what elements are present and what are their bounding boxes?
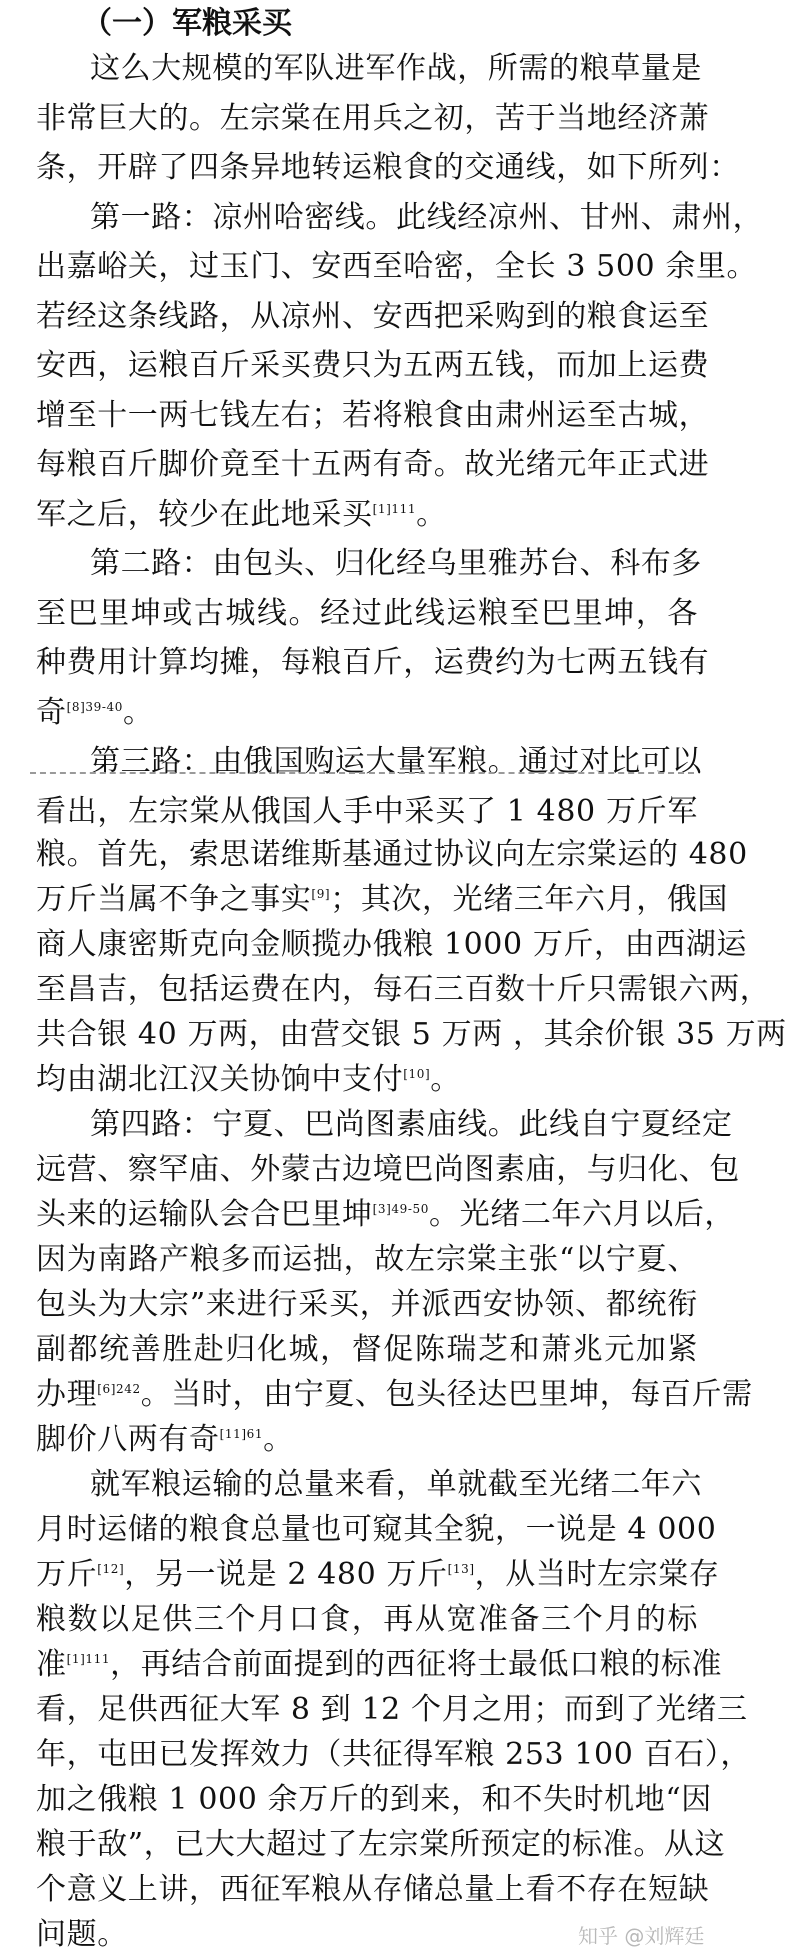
text-line [36, 1775, 712, 1825]
text-line [36, 1730, 751, 1780]
text-line [36, 1685, 748, 1735]
citation-ref: [6]242 [97, 1382, 141, 1396]
text-line [36, 1235, 698, 1285]
text-line [90, 1460, 702, 1510]
line-text: 粮。首先，索思诺维斯基通过协议向左宗棠运的 480 [36, 837, 748, 872]
line-text: 看，足供西征大军 8 到 12 个月之用；而到了光绪三 [36, 1692, 748, 1727]
text-line [36, 1415, 698, 1465]
line-text-cont: 。当时，由宁夏、包头径达巴里坤，每百斤需 [140, 1377, 753, 1412]
line-text: 军之后，较少在此地采买 [36, 496, 373, 532]
citation-ref: [1]111 [66, 1652, 111, 1666]
line-text-cont: ，从当时左宗棠存 [474, 1557, 720, 1592]
line-text: 均由湖北江汉关协饷中支付 [36, 1062, 404, 1097]
line-text: 个意义上讲，西征军粮从存储总量上看不存在短缺 [36, 1872, 710, 1907]
line-text: 准 [36, 1647, 67, 1682]
line-text: 至巴里坤或古城线。经过此线运粮至巴里坤，各 [36, 595, 698, 631]
line-text: 这么大规模的军队进军作战，所需的粮草量是 [90, 51, 702, 86]
line-text: 至昌吉，包括运费在内，每石三百数十斤只需银六两， [36, 972, 771, 1007]
line-text: 月时运储的粮食总量也可窥其全貌，一说是 4 000 [36, 1512, 717, 1547]
citation-ref: [10] [403, 1067, 431, 1081]
text-line [36, 292, 710, 342]
text-line [36, 589, 698, 639]
text-line [36, 1280, 698, 1330]
line-text: 第二路：由包头、归化经乌里雅苏台、科布多 [90, 546, 702, 581]
citation-ref: [11]61 [219, 1427, 264, 1441]
text-line [36, 440, 710, 490]
line-text: 包头为大宗”来进行采买，并派西安协领、都统衔 [36, 1287, 698, 1322]
line-text: 脚价八两有奇 [36, 1422, 220, 1457]
line-text: 因为南路产粮多而运拙，故左宗棠主张“以宁夏、 [36, 1242, 698, 1277]
zhihu-watermark: 知乎 @刘辉廷 [578, 1924, 705, 1948]
text-line [90, 737, 702, 787]
text-line [36, 688, 698, 738]
line-text: 共合银 40 万两，由营交银 5 万两 ，其余价银 35 万两 [36, 1017, 787, 1052]
text-line [36, 1325, 698, 1375]
line-text: 加之俄粮 1 000 余万斤的到来，和不失时机地“因 [36, 1782, 712, 1817]
text-line [36, 920, 748, 970]
line-text: 粮于敌”，已大大超过了左宗棠所预定的标准。从这 [36, 1827, 726, 1862]
citation-ref: [3]49-50 [372, 1202, 430, 1216]
text-line [36, 830, 748, 880]
text-line [36, 1370, 753, 1420]
text-line [90, 44, 702, 94]
text-line [90, 1100, 733, 1150]
text-line [36, 1145, 740, 1195]
text-line [90, 193, 764, 243]
line-text: 就军粮运输的总量来看，单就截至光绪二年六 [90, 1467, 702, 1502]
citation-ref: [8]39-40 [66, 699, 124, 714]
line-text: 头来的运输队会合巴里坤 [36, 1197, 373, 1232]
line-text-cont: 。 [263, 1422, 294, 1457]
line-text-cont: ，再结合前面提到的西征将士最低口粮的标准 [110, 1647, 723, 1682]
text-line [36, 1055, 698, 1105]
line-text-cont: 。 [416, 496, 447, 532]
citation-ref: [9] [311, 887, 331, 901]
line-text: 种费用计算均摊，每粮百斤，运费约为七两五钱有 [36, 645, 710, 680]
text-line [36, 1190, 736, 1240]
line-text-cont: ，另一说是 2 480 万斤 [124, 1557, 448, 1592]
line-text: 每粮百斤脚价竟至十五两有奇。故光绪元年正式进 [36, 447, 710, 482]
line-text: 问题。 [36, 1917, 128, 1952]
line-text: 办理 [36, 1377, 98, 1412]
text-line [36, 787, 698, 837]
line-text: 增至十一两七钱左右；若将粮食由肃州运至古城， [36, 397, 710, 433]
text-line [36, 1820, 726, 1870]
section-heading: （一）军粮采买 [82, 6, 292, 41]
citation-ref: [1]111 [372, 501, 417, 516]
line-text: 粮数以足供三个月口食，再从宽准备三个月的标 [36, 1602, 698, 1637]
line-text: 年，屯田已发挥效力（共征得军粮 253 100 百石）， [36, 1737, 751, 1772]
line-text-cont: 。光绪二年六月以后， [429, 1197, 736, 1232]
text-line [36, 1505, 717, 1555]
line-text: 安西，运粮百斤采买费只为五两五钱，而加上运费 [36, 348, 710, 383]
text-line [36, 1640, 723, 1690]
text-line [36, 1550, 720, 1600]
text-line [36, 391, 710, 441]
line-text: 非常巨大的。左宗棠在用兵之初，苦于当地经济萧 [36, 100, 710, 136]
text-line [36, 1865, 710, 1915]
line-text: 第三路：由俄国购运大量军粮。通过对比可以 [90, 744, 702, 779]
line-text: 第四路：宁夏、巴尚图素庙线。此线自宁夏经定 [90, 1107, 733, 1142]
line-text: 看出，左宗棠从俄国人手中采买了 1 480 万斤军 [36, 793, 698, 829]
line-text: 远营、察罕庙、外蒙古边境巴尚图素庙，与归化、包 [36, 1152, 740, 1187]
line-text: 第一路：凉州哈密线。此线经凉州、甘州、肃州， [90, 199, 764, 235]
page-break-divider [30, 772, 694, 774]
text-line [36, 1595, 698, 1645]
line-text: 出嘉峪关，过玉门、安西至哈密，全长 3 500 余里。 [36, 249, 758, 284]
text-line [36, 875, 729, 925]
line-text: 副都统善胜赴归化城，督促陈瑞芝和萧兆元加紧 [36, 1332, 698, 1367]
line-text: 万斤当属不争之事实 [36, 882, 312, 917]
line-text-cont: ；其次，光绪三年六月，俄国 [330, 882, 729, 917]
text-line [36, 143, 740, 193]
text-line [36, 965, 771, 1015]
line-text: 若经这条线路，从凉州、安西把采购到的粮食运至 [36, 298, 710, 334]
text-line [36, 1010, 787, 1060]
line-text: 商人康密斯克向金顺揽办俄粮 1000 万斤，由西湖运 [36, 927, 748, 962]
line-text: 奇 [36, 694, 67, 730]
text-line [36, 638, 710, 688]
text-line [36, 242, 758, 292]
line-text-cont: 。 [430, 1062, 461, 1097]
citation-ref: [12] [97, 1562, 125, 1576]
citation-ref: [13] [447, 1562, 475, 1576]
line-text: 条，开辟了四条异地转运粮食的交通线，如下所列： [36, 150, 740, 185]
line-text-cont: 。 [123, 694, 154, 730]
text-line [90, 539, 702, 589]
line-text: 万斤 [36, 1557, 98, 1592]
text-line [36, 490, 698, 540]
text-line [36, 94, 710, 144]
text-line [36, 341, 710, 391]
